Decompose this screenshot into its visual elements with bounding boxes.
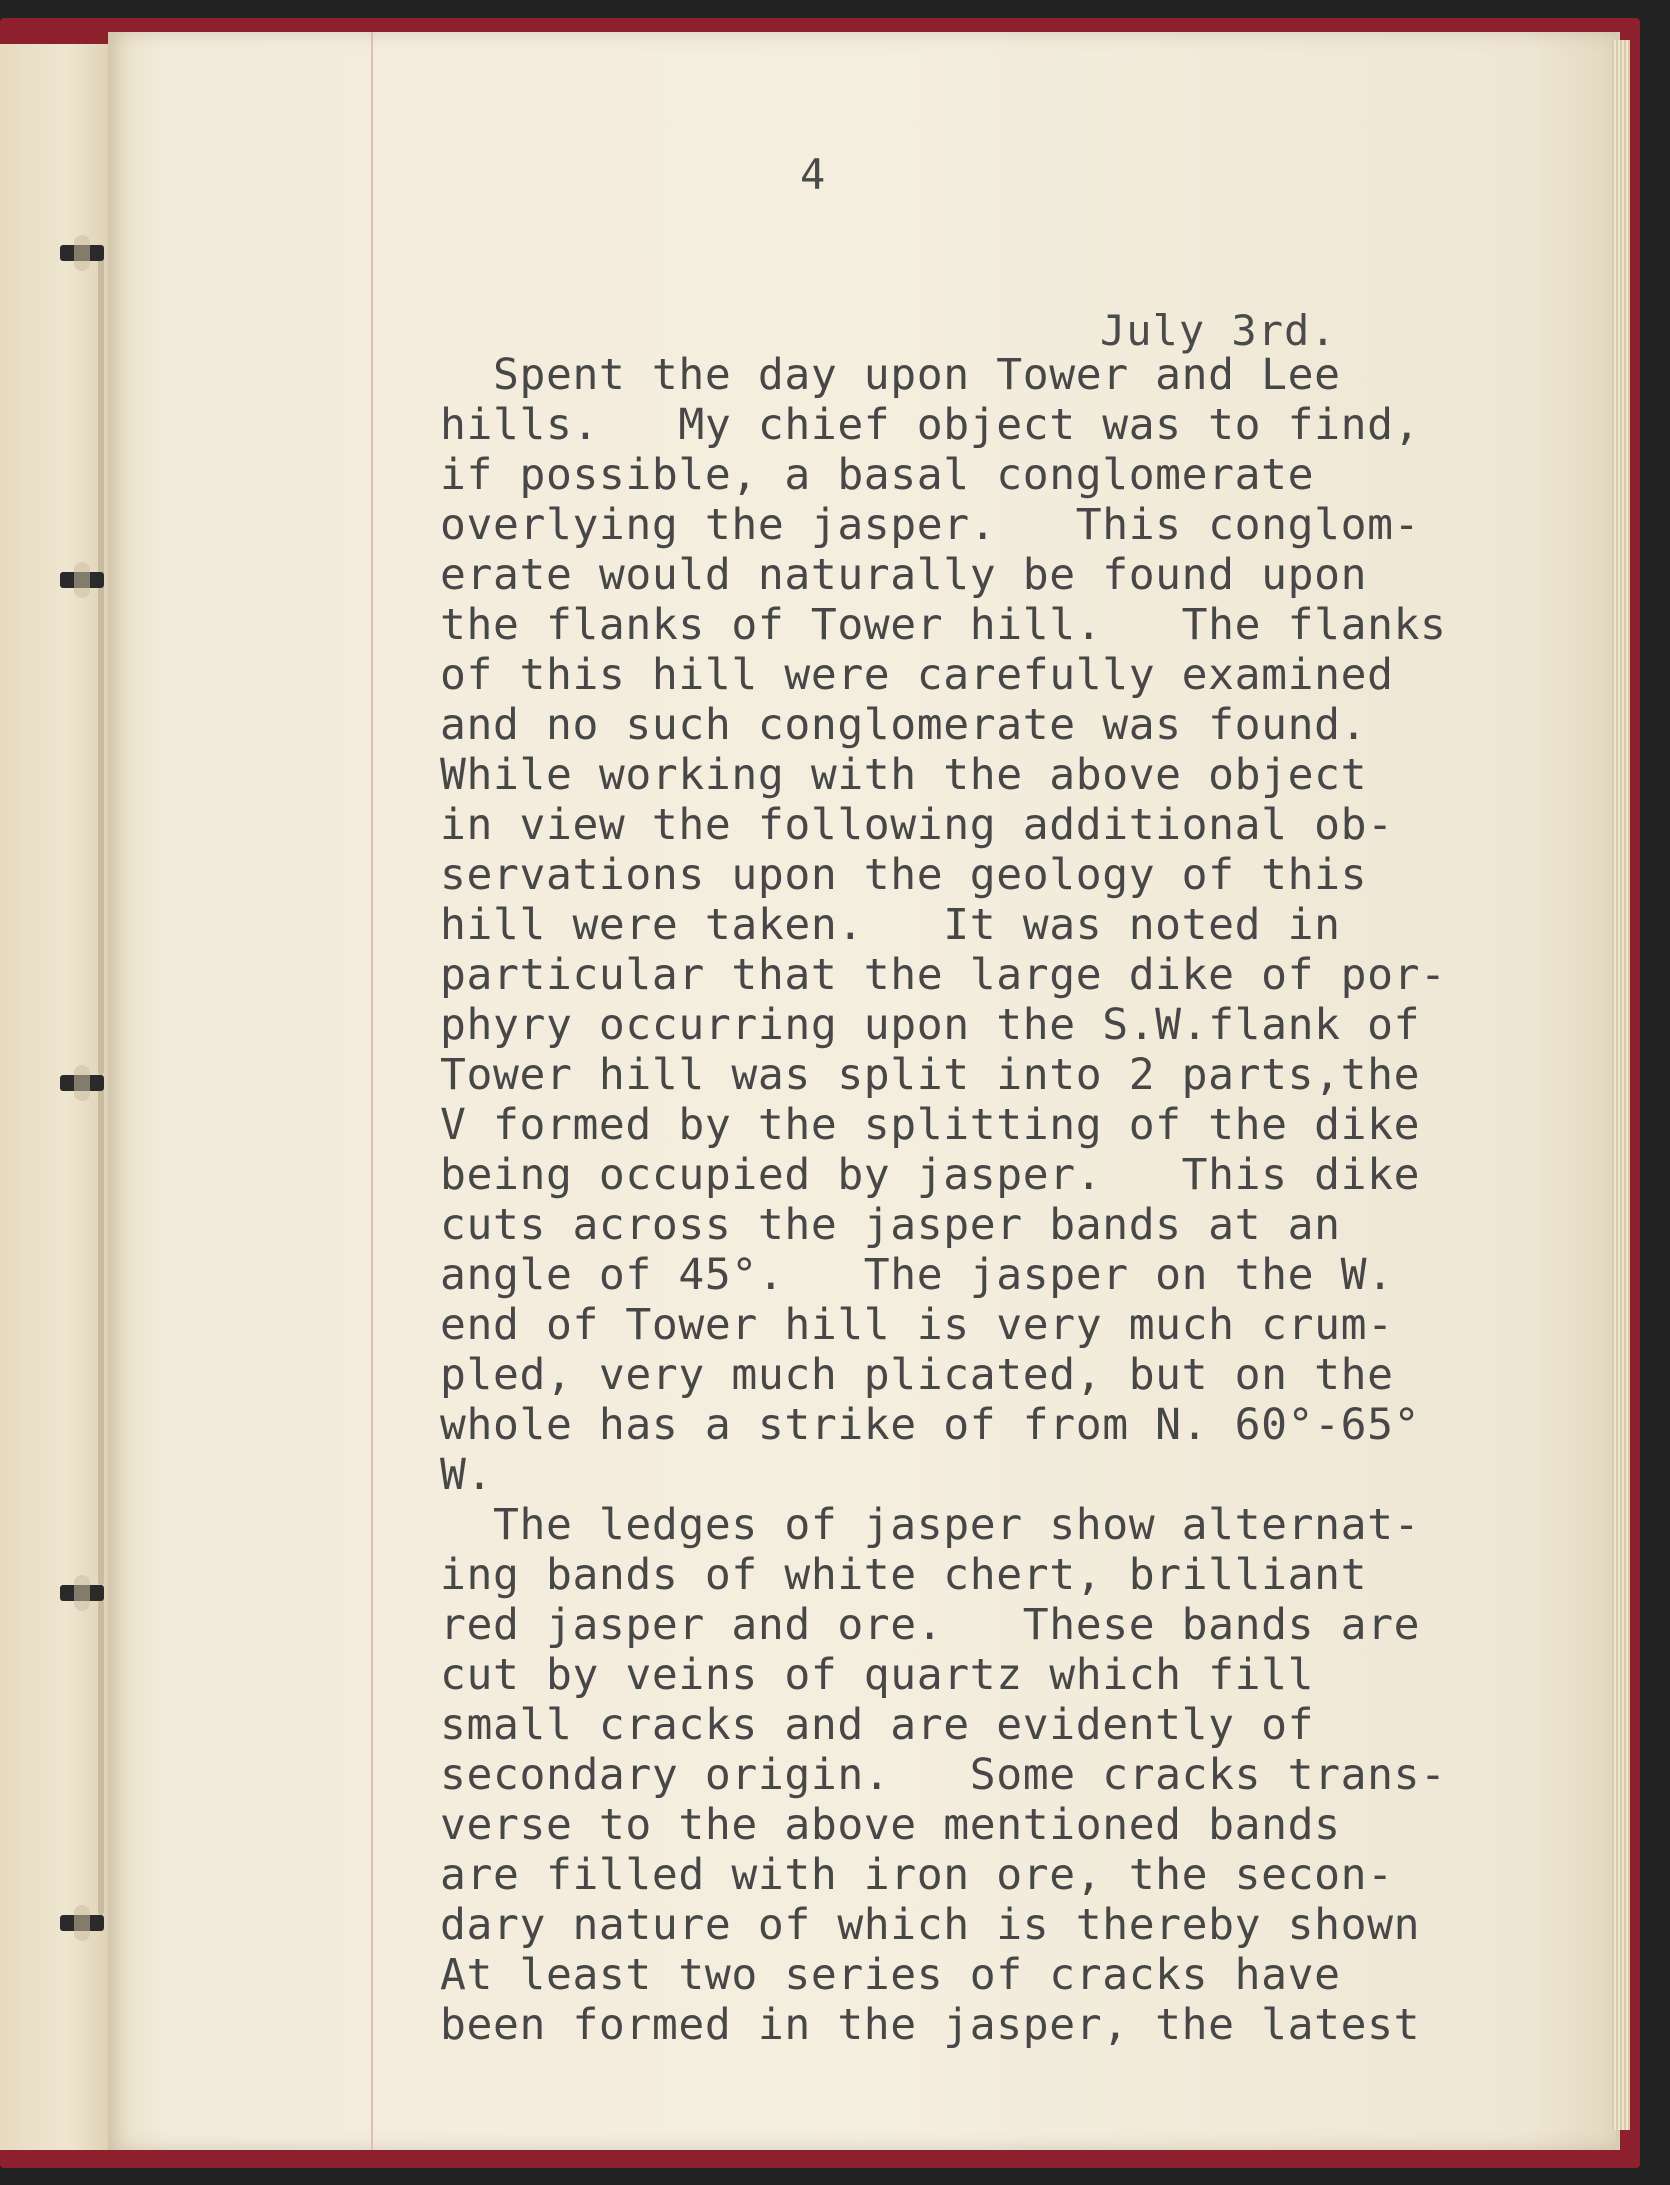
text-line: Tower hill was split into 2 parts,the bbox=[440, 1050, 1421, 1100]
typed-body-text bbox=[440, 350, 1590, 2050]
text-line: ing bands of white chert, brilliant bbox=[440, 1550, 1368, 1600]
text-line: Spent the day upon Tower and Lee bbox=[440, 350, 1341, 400]
text-line: V formed by the splitting of the dike bbox=[440, 1100, 1421, 1150]
binding-ring bbox=[60, 572, 104, 588]
text-line: secondary origin. Some cracks trans- bbox=[440, 1750, 1447, 1800]
binding-thread bbox=[98, 1595, 104, 1915]
text-line: in view the following additional ob- bbox=[440, 800, 1394, 850]
text-line: hill were taken. It was noted in bbox=[440, 900, 1341, 950]
binding-ring bbox=[60, 1585, 104, 1601]
text-line: cuts across the jasper bands at an bbox=[440, 1200, 1341, 1250]
text-line: verse to the above mentioned bands bbox=[440, 1800, 1341, 1850]
margin-rule bbox=[371, 32, 373, 2150]
text-line: The ledges of jasper show alternat- bbox=[440, 1500, 1421, 1550]
binding-ring bbox=[60, 245, 104, 261]
text-line: overlying the jasper. This conglom- bbox=[440, 500, 1421, 550]
binding-thread bbox=[98, 1085, 104, 1585]
text-line: if possible, a basal conglomerate bbox=[440, 450, 1315, 500]
binding-ring bbox=[60, 1915, 104, 1931]
text-line: small cracks and are evidently of bbox=[440, 1700, 1315, 1750]
text-line: and no such conglomerate was found. bbox=[440, 700, 1368, 750]
text-line: While working with the above object bbox=[440, 750, 1368, 800]
text-line: dary nature of which is thereby shown bbox=[440, 1900, 1421, 1950]
text-line: red jasper and ore. These bands are bbox=[440, 1600, 1421, 1650]
text-line: erate would naturally be found upon bbox=[440, 550, 1368, 600]
text-line: being occupied by jasper. This dike bbox=[440, 1150, 1421, 1200]
text-line: the flanks of Tower hill. The flanks bbox=[440, 600, 1447, 650]
left-page-edge bbox=[0, 44, 112, 2150]
text-line: been formed in the jasper, the latest bbox=[440, 2000, 1421, 2050]
text-line: angle of 45°. The jasper on the W. bbox=[440, 1250, 1394, 1300]
text-line: pled, very much plicated, but on the bbox=[440, 1350, 1394, 1400]
entry-date: July 3rd. bbox=[1100, 306, 1337, 355]
text-line: W. bbox=[440, 1450, 493, 1500]
text-line: At least two series of cracks have bbox=[440, 1950, 1341, 2000]
text-line: phyry occurring upon the S.W.flank of bbox=[440, 1000, 1421, 1050]
binding-thread bbox=[98, 585, 104, 1075]
text-line: whole has a strike of from N. 60°-65° bbox=[440, 1400, 1421, 1450]
text-line: particular that the large dike of por- bbox=[440, 950, 1447, 1000]
binding-ring bbox=[60, 1075, 104, 1091]
text-line: cut by veins of quartz which fill bbox=[440, 1650, 1315, 1700]
binding-thread bbox=[98, 255, 104, 575]
text-line: of this hill were carefully examined bbox=[440, 650, 1394, 700]
text-line: are filled with iron ore, the secon- bbox=[440, 1850, 1394, 1900]
page-stack-edges bbox=[1612, 40, 1630, 2130]
text-line: hills. My chief object was to find, bbox=[440, 400, 1421, 450]
text-line: end of Tower hill is very much crum- bbox=[440, 1300, 1394, 1350]
page-number: 4 bbox=[800, 150, 826, 199]
text-line: servations upon the geology of this bbox=[440, 850, 1368, 900]
